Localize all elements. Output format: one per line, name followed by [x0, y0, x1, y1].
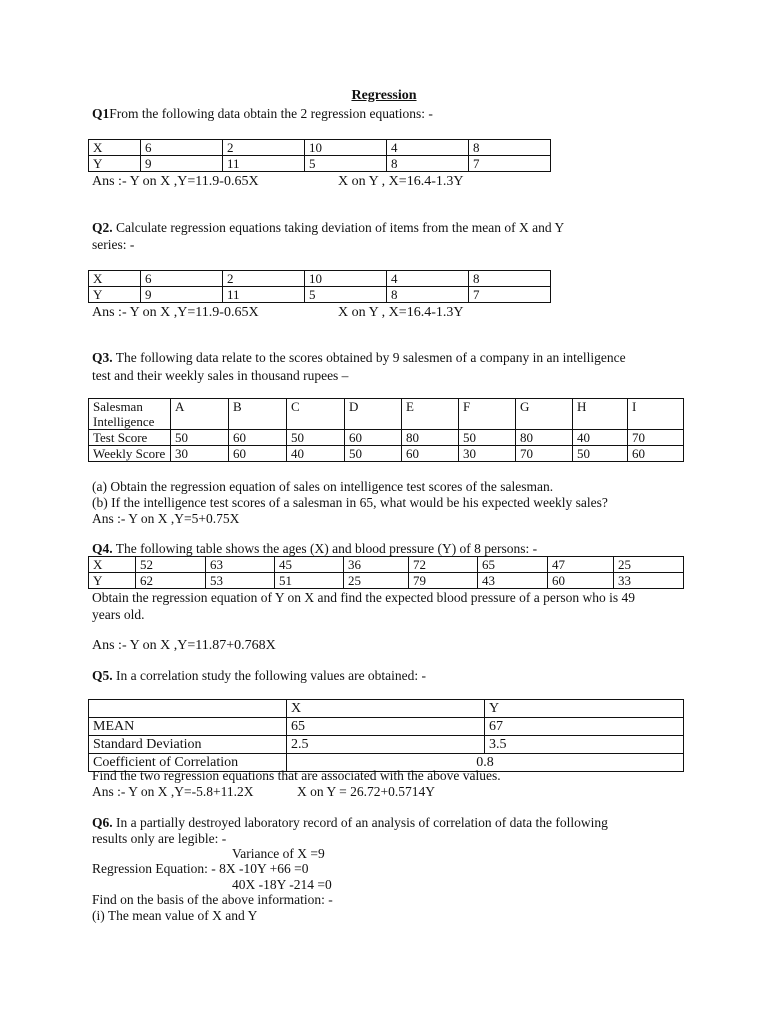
q4-number: Q4.	[92, 541, 113, 556]
q3-prompt	[92, 350, 626, 366]
table-cell: 25	[344, 573, 409, 589]
table-cell: 7	[469, 287, 551, 303]
table-row	[89, 718, 684, 736]
table-cell: 63	[206, 557, 275, 573]
table-header-cell: Y	[485, 700, 684, 718]
table-header-cell: X	[287, 700, 485, 718]
table-cell: 7	[469, 156, 551, 172]
table-cell: Standard Deviation	[89, 736, 287, 754]
table-cell: 60	[345, 430, 402, 446]
q6-part-i: (i) The mean value of X and Y	[92, 908, 258, 923]
table-cell: 80	[516, 430, 573, 446]
table-cell: 62	[136, 573, 206, 589]
q1-answer-y-on-x: Ans :- Y on X ,Y=11.9-0.65X	[92, 174, 259, 189]
table-cell: 2	[223, 140, 305, 156]
table-row	[89, 156, 551, 172]
q6-text-line1: In a partially destroyed laboratory record of an analysis of correlation of data the following	[112, 815, 608, 830]
table-row	[89, 430, 684, 446]
table-cell: 70	[628, 430, 684, 446]
table-row	[89, 446, 684, 462]
table-cell: 2.5	[287, 736, 485, 754]
q1-table	[88, 139, 551, 172]
q3-number: Q3.	[92, 350, 113, 365]
q1-text: From the following data obtain the 2 regression equations: -	[109, 106, 433, 121]
table-header-cell: A	[171, 399, 229, 430]
table-row	[89, 736, 684, 754]
q6-variance: Variance of X =9	[232, 846, 325, 861]
q4-text-line1: Obtain the regression equation of Y on X and find the expected blood pressure of a person who is 49	[92, 590, 635, 605]
table-cell: 52	[136, 557, 206, 573]
table-cell: 40	[573, 430, 628, 446]
table-cell: 80	[402, 430, 459, 446]
q6-regression-equation-1: Regression Equation: - 8X -10Y +66 =0	[92, 861, 309, 876]
q5-number: Q5.	[92, 668, 113, 683]
table-cell: X	[89, 271, 141, 287]
table-row	[89, 573, 684, 589]
table-row	[89, 271, 551, 287]
table-cell: 2	[223, 271, 305, 287]
table-cell: MEAN	[89, 718, 287, 736]
table-cell: 50	[171, 430, 229, 446]
q5-find: Find the two regression equations that are associated with the above values.	[92, 768, 501, 783]
q6-prompt	[92, 815, 608, 831]
q5-prompt	[92, 668, 426, 684]
q3-text-line2: test and their weekly sales in thousand rupees –	[92, 368, 349, 383]
table-cell: 8	[387, 287, 469, 303]
table-cell: 65	[478, 557, 548, 573]
table-cell: Weekly Score	[89, 446, 171, 462]
q6-regression-equation-2: 40X -18Y -214 =0	[232, 877, 332, 892]
table-cell: 9	[141, 287, 223, 303]
table-cell: 8	[387, 156, 469, 172]
table-header-cell: B	[229, 399, 287, 430]
q4-answer: Ans :- Y on X ,Y=11.87+0.768X	[92, 638, 276, 653]
table-cell: 30	[171, 446, 229, 462]
table-header-cell: G	[516, 399, 573, 430]
table-header-cell: I	[628, 399, 684, 430]
table-cell: 40	[287, 446, 345, 462]
q3-text-line1: The following data relate to the scores obtained by 9 salesmen of a company in an intelligence	[112, 350, 626, 365]
table-cell: 70	[516, 446, 573, 462]
q3-part-b: (b) If the intelligence test scores of a salesman in 65, what would be his expected weekly sales?	[92, 495, 608, 510]
q4-text-line2: years old.	[92, 607, 145, 622]
table-cell: Y	[89, 287, 141, 303]
table-cell: 11	[223, 287, 305, 303]
q2-text-line2: series: -	[92, 237, 135, 252]
table-cell: 3.5	[485, 736, 684, 754]
table-header-cell	[89, 700, 287, 718]
table-cell: Coefficient of Correlation	[89, 754, 287, 772]
q3-table	[88, 398, 684, 462]
table-cell: 9	[141, 156, 223, 172]
table-cell: 11	[223, 156, 305, 172]
table-cell: Y	[89, 156, 141, 172]
table-cell: X	[89, 557, 136, 573]
table-cell: 50	[573, 446, 628, 462]
table-row	[89, 557, 684, 573]
q2-answer-y-on-x: Ans :- Y on X ,Y=11.9-0.65X	[92, 305, 259, 320]
table-header-cell: Salesman Intelligence	[89, 399, 171, 430]
q2-text-line1: Calculate regression equations taking deviation of items from the mean of X and Y	[112, 220, 565, 235]
q5-text: In a correlation study the following values are obtained: -	[112, 668, 427, 683]
q3-answer: Ans :- Y on X ,Y=5+0.75X	[92, 511, 240, 526]
table-cell: 6	[141, 140, 223, 156]
table-cell: 8	[469, 140, 551, 156]
table-cell: 43	[478, 573, 548, 589]
q1-number: Q1	[92, 106, 110, 121]
q4-text: The following table shows the ages (X) and blood pressure (Y) of 8 persons: -	[112, 541, 538, 556]
table-cell: 5	[305, 156, 387, 172]
table-cell: 8	[469, 271, 551, 287]
table-cell: 60	[402, 446, 459, 462]
q2-answer-x-on-y: X on Y , X=16.4-1.3Y	[338, 305, 464, 320]
page-title: Regression	[351, 88, 417, 103]
table-cell: 45	[275, 557, 344, 573]
q1-prompt	[92, 106, 433, 122]
table-cell: 0.8	[287, 754, 684, 772]
table-cell: 50	[345, 446, 402, 462]
q6-find: Find on the basis of the above information: -	[92, 892, 333, 907]
table-cell: 10	[305, 140, 387, 156]
table-cell: 4	[387, 271, 469, 287]
table-cell: 65	[287, 718, 485, 736]
q2-table	[88, 270, 551, 303]
table-cell: 60	[229, 446, 287, 462]
q3-part-a: (a) Obtain the regression equation of sales on intelligence test scores of the salesman.	[92, 479, 554, 494]
q4-prompt	[92, 541, 537, 557]
table-cell: 25	[614, 557, 684, 573]
table-cell: 30	[459, 446, 516, 462]
table-cell: 10	[305, 271, 387, 287]
table-header-cell: H	[573, 399, 628, 430]
table-cell: 50	[459, 430, 516, 446]
table-header-cell: C	[287, 399, 345, 430]
q5-answer-y-on-x: Ans :- Y on X ,Y=-5.8+11.2X	[92, 784, 254, 799]
table-cell: 4	[387, 140, 469, 156]
table-cell: 53	[206, 573, 275, 589]
table-cell: 5	[305, 287, 387, 303]
table-cell: X	[89, 140, 141, 156]
table-cell: 47	[548, 557, 614, 573]
table-cell: Y	[89, 573, 136, 589]
table-cell: 67	[485, 718, 684, 736]
table-row	[89, 700, 684, 718]
table-row	[89, 140, 551, 156]
table-cell: 60	[628, 446, 684, 462]
table-cell: 50	[287, 430, 345, 446]
q2-number: Q2.	[92, 220, 113, 235]
table-cell: 79	[409, 573, 478, 589]
table-cell: 6	[141, 271, 223, 287]
q5-answer-x-on-y: X on Y = 26.72+0.5714Y	[297, 784, 435, 799]
table-cell: 60	[548, 573, 614, 589]
q1-answer-x-on-y: X on Y , X=16.4-1.3Y	[338, 174, 464, 189]
table-cell: Test Score	[89, 430, 171, 446]
q2-prompt	[92, 220, 564, 236]
q6-text-line2: results only are legible: -	[92, 831, 227, 846]
q5-table	[88, 699, 684, 772]
table-row	[89, 399, 684, 430]
table-cell: 60	[229, 430, 287, 446]
q4-table	[88, 556, 684, 589]
table-cell: 72	[409, 557, 478, 573]
table-cell: 33	[614, 573, 684, 589]
table-header-cell: E	[402, 399, 459, 430]
q6-number: Q6.	[92, 815, 113, 830]
table-cell: 36	[344, 557, 409, 573]
table-header-cell: F	[459, 399, 516, 430]
table-cell: 51	[275, 573, 344, 589]
table-row	[89, 287, 551, 303]
table-header-cell: D	[345, 399, 402, 430]
